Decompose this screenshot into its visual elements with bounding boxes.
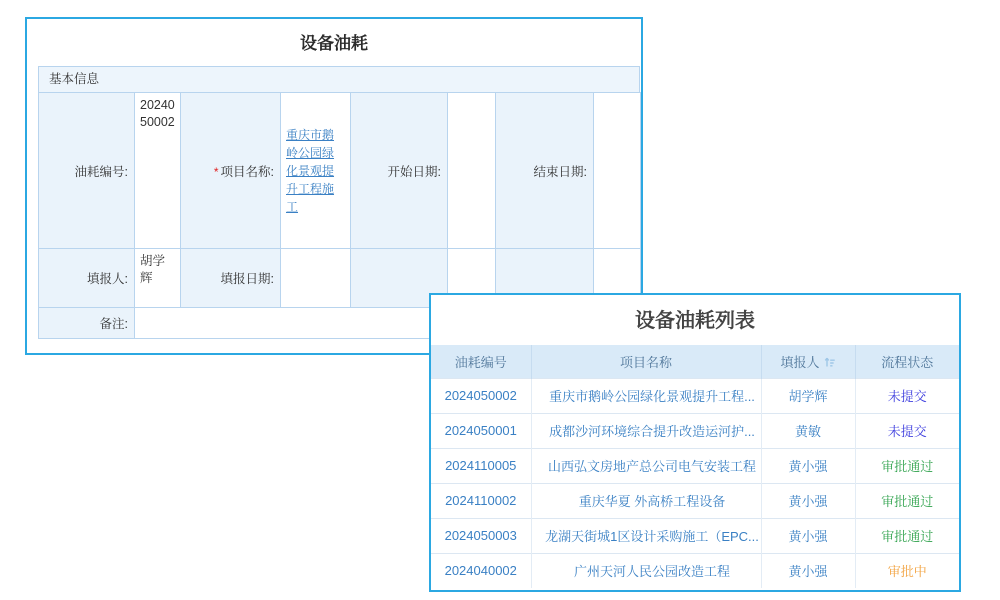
cell-fuel-no[interactable]: 2024040002 [431,553,531,588]
table-row [431,553,959,588]
end-date-label: 结束日期: [496,93,594,249]
fill-date-label: 填报日期: [181,249,281,308]
cell-person[interactable]: 黄小强 [761,448,855,483]
cell-person[interactable]: 黄小强 [761,518,855,553]
cell-person[interactable]: 胡学辉 [761,378,855,413]
cell-fuel-no[interactable]: 2024110005 [431,448,531,483]
table-row [431,378,959,413]
cell-project[interactable]: 重庆华夏 外高桥工程设备 [531,483,761,518]
status-badge: 未提交 [855,378,959,413]
cell-project[interactable]: 成都沙河环境综合提升改造运河护... [531,413,761,448]
list-title: 设备油耗列表 [635,310,755,332]
fuel-no-label: 油耗编号: [39,93,135,249]
cell-fuel-no[interactable]: 2024050002 [431,378,531,413]
cell-fuel-no[interactable]: 2024110002 [431,483,531,518]
fill-date-value [281,249,351,308]
cell-fuel-no[interactable]: 2024050001 [431,413,531,448]
cell-project[interactable]: 山西弘文房地产总公司电气安装工程 [531,448,761,483]
sort-icon[interactable] [824,356,836,371]
status-badge: 审批通过 [855,448,959,483]
form-title: 设备油耗 [300,34,368,53]
status-badge: 审批通过 [855,518,959,553]
cell-fuel-no[interactable]: 2024050003 [431,518,531,553]
form-row-1 [39,93,641,249]
end-date-value [594,93,641,249]
status-badge: 审批中 [855,553,959,588]
required-asterisk: * [213,164,219,179]
list-grid [431,345,959,588]
remark-label: 备注: [39,308,135,339]
column-header-status: 流程状态 [855,345,959,378]
cell-person[interactable]: 黄小强 [761,483,855,518]
cell-project[interactable]: 广州天河人民公园改造工程 [531,553,761,588]
filler-value: 胡学辉 [135,249,181,308]
list-header-row [431,345,959,378]
table-row [431,518,959,553]
fuel-consumption-list-panel [429,293,961,592]
project-link[interactable]: 重庆市鹅岭公园绿化景观提升工程施工 [286,127,335,214]
project-label: * 项目名称: [181,93,281,249]
column-header-person[interactable]: 填报人 [761,345,855,378]
table-row [431,413,959,448]
cell-project[interactable]: 龙湖天街城1区设计采购施工（EPC... [531,518,761,553]
table-row [431,448,959,483]
cell-person[interactable]: 黄小强 [761,553,855,588]
section-header-basic-info: 基本信息 [38,66,640,93]
filler-label: 填报人: [39,249,135,308]
column-header-fuel-no: 油耗编号 [431,345,531,378]
status-badge: 未提交 [855,413,959,448]
project-value-cell [281,93,351,249]
start-date-value [448,93,496,249]
table-row [431,483,959,518]
start-date-label: 开始日期: [351,93,448,249]
cell-person[interactable]: 黄敏 [761,413,855,448]
cell-project[interactable]: 重庆市鹅岭公园绿化景观提升工程... [531,378,761,413]
column-header-project: 项目名称 [531,345,761,378]
fuel-no-value: 2024050002 [135,93,181,249]
status-badge: 审批通过 [855,483,959,518]
